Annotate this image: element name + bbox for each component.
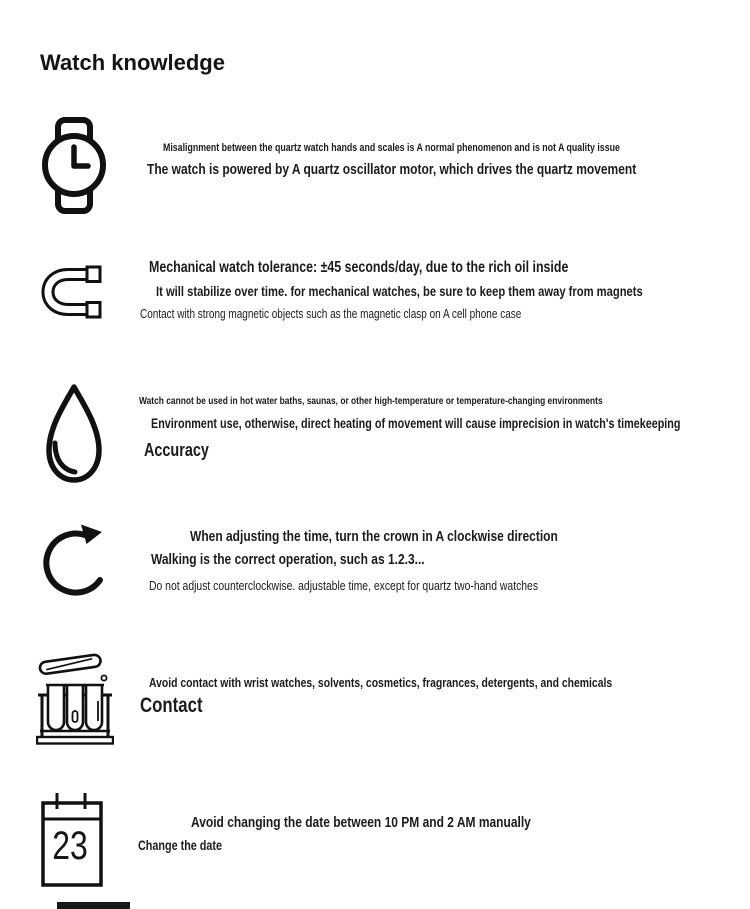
section-heading: Accuracy	[144, 440, 209, 460]
section-note-line: Do not adjust counterclockwise. adjustable time, except for quartz two-hand watches	[149, 578, 539, 593]
section-note-line: Contact with strong magnetic objects such as the magnetic clasp on A cell phone case	[140, 307, 522, 321]
section-note-line: Watch cannot be used in hot water baths, saunas, or other high-temperature or temperature-changing environments	[139, 395, 603, 407]
section-heading: Contact	[140, 694, 203, 717]
calendar-day-text: 23	[52, 824, 88, 868]
section-main-line: Avoid contact with wrist watches, solvents, cosmetics, fragrances, detergents, and chemicals	[149, 675, 613, 690]
section-sub-line: Walking is the correct operation, such as 1.2.3...	[151, 551, 425, 568]
section-main-line: The watch is powered by A quartz oscillator motor, which drives the quartz movement	[147, 161, 637, 178]
section-note-line: Misalignment between the quartz watch hands and scales is A normal phenomenon and is not A quality issue	[163, 142, 620, 154]
section-sub-line: It will stabilize over time. for mechanical watches, be sure to keep them away from magnets	[156, 283, 643, 299]
section-sub-line: Environment use, otherwise, direct heating of movement will cause imprecision in watch's timekeeping	[151, 416, 681, 431]
section-main-line: Mechanical watch tolerance: ±45 seconds/day, due to the rich oil inside	[149, 259, 569, 276]
page-title: Watch knowledge	[40, 49, 225, 75]
section-main-line: When adjusting the time, turn the crown in A clockwise direction	[190, 528, 558, 545]
section-main-line: Avoid changing the date between 10 PM and 2 AM manually	[191, 814, 531, 831]
section-heading: Change the date	[138, 838, 223, 853]
cropped-bottom-bar	[57, 902, 130, 909]
